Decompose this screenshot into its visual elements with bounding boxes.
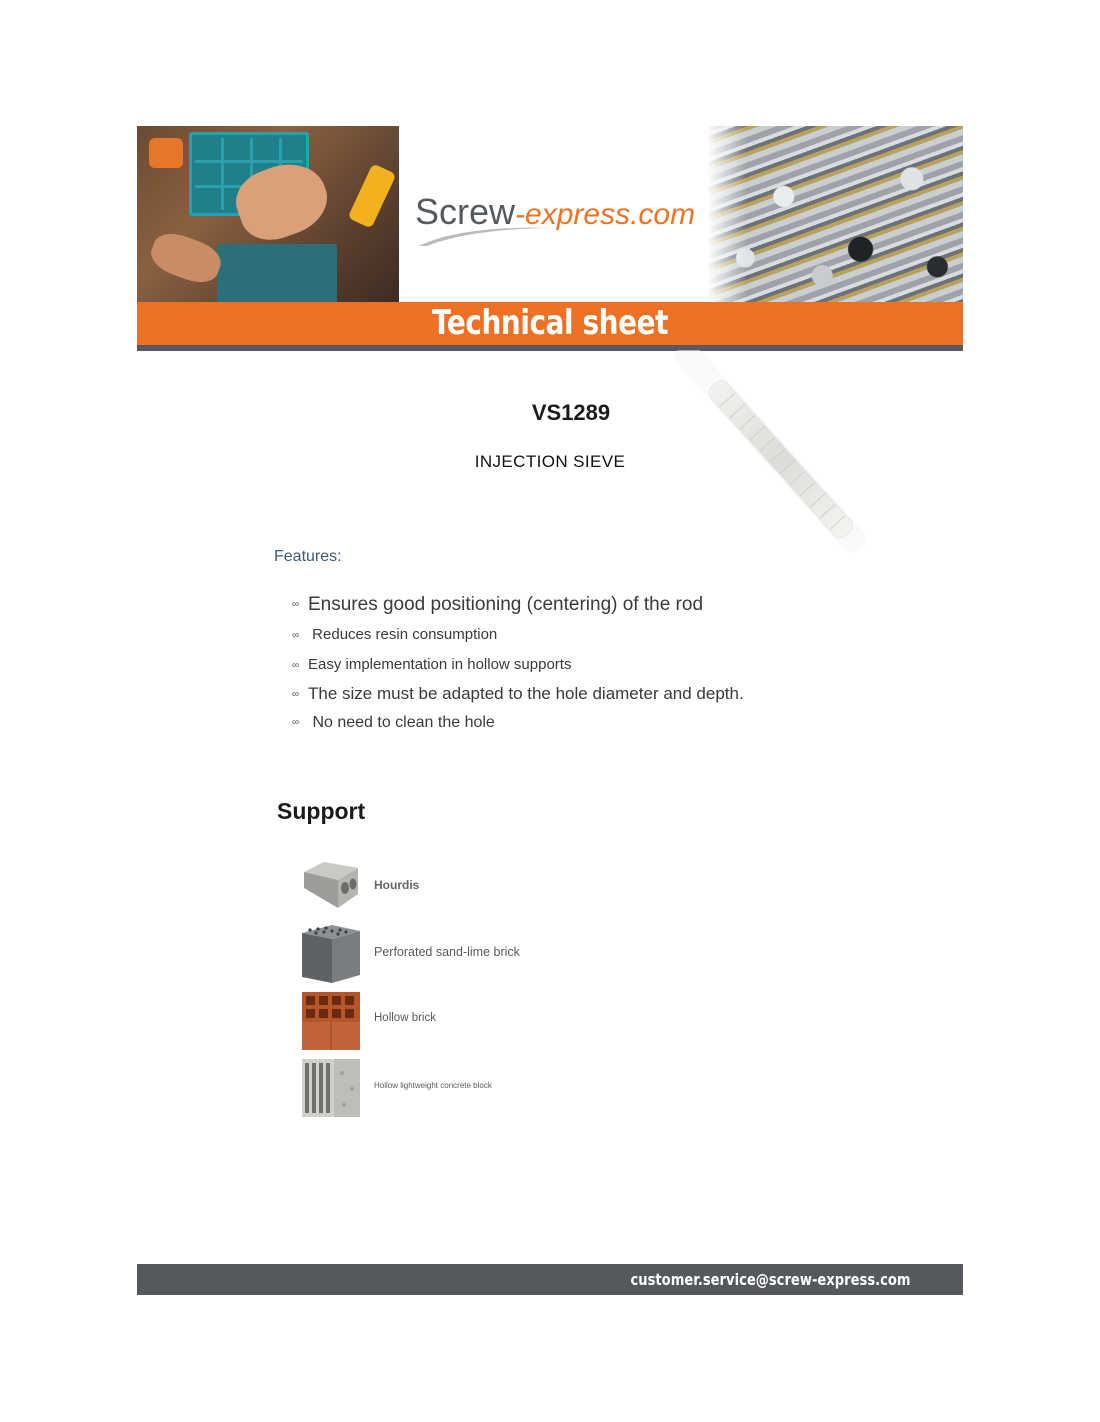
header-banner — [137, 126, 963, 351]
feature-item: ∞ Easy implementation in hollow supports — [292, 656, 572, 673]
contact-email[interactable]: customer.service@screw-express.com — [630, 1270, 911, 1289]
features-heading: Features: — [274, 548, 342, 565]
support-label: Hourdis — [374, 878, 420, 892]
feature-item: ∞ No need to clean the hole — [292, 714, 495, 731]
feature-item: ∞ The size must be adapted to the hole diameter and depth. — [292, 684, 744, 703]
feature-item: ∞ Reduces resin consumption — [292, 626, 498, 643]
logo-text-domain: -express.com — [515, 198, 696, 231]
title-bar — [137, 302, 963, 345]
logo-swoosh-icon — [417, 224, 557, 248]
infinity-bullet-icon: ∞ — [292, 599, 300, 611]
feature-item: ∞ Ensures good positioning (centering) of the rod — [292, 594, 704, 615]
footer-bar — [137, 1264, 963, 1295]
hollow-brick-icon — [302, 992, 360, 1050]
brand-logo — [415, 186, 705, 266]
support-heading: Support — [277, 798, 366, 824]
workshop-photo — [137, 126, 399, 302]
concrete-block-icon — [302, 1059, 360, 1117]
sheet-title: Technical sheet — [431, 303, 669, 343]
infinity-bullet-icon: ∞ — [292, 659, 300, 671]
support-label: Perforated sand-lime brick — [374, 945, 520, 959]
support-label: Hollow lightweight concrete block — [374, 1081, 492, 1090]
product-name: INJECTION SIEVE — [474, 452, 626, 471]
logo-text-screw: Screw — [415, 191, 516, 232]
sand-lime-brick-icon — [302, 925, 360, 983]
infinity-bullet-icon: ∞ — [292, 717, 300, 729]
hourdis-icon — [302, 858, 360, 916]
hand-image — [146, 227, 225, 289]
tape-measure-image — [149, 138, 183, 168]
drill-image — [348, 163, 397, 228]
screws-photo — [707, 126, 963, 302]
infinity-bullet-icon: ∞ — [292, 689, 300, 701]
support-label: Hollow brick — [374, 1012, 436, 1024]
screw-box-image — [217, 244, 337, 302]
infinity-bullet-icon: ∞ — [292, 629, 300, 641]
product-code: VS1289 — [531, 400, 611, 425]
